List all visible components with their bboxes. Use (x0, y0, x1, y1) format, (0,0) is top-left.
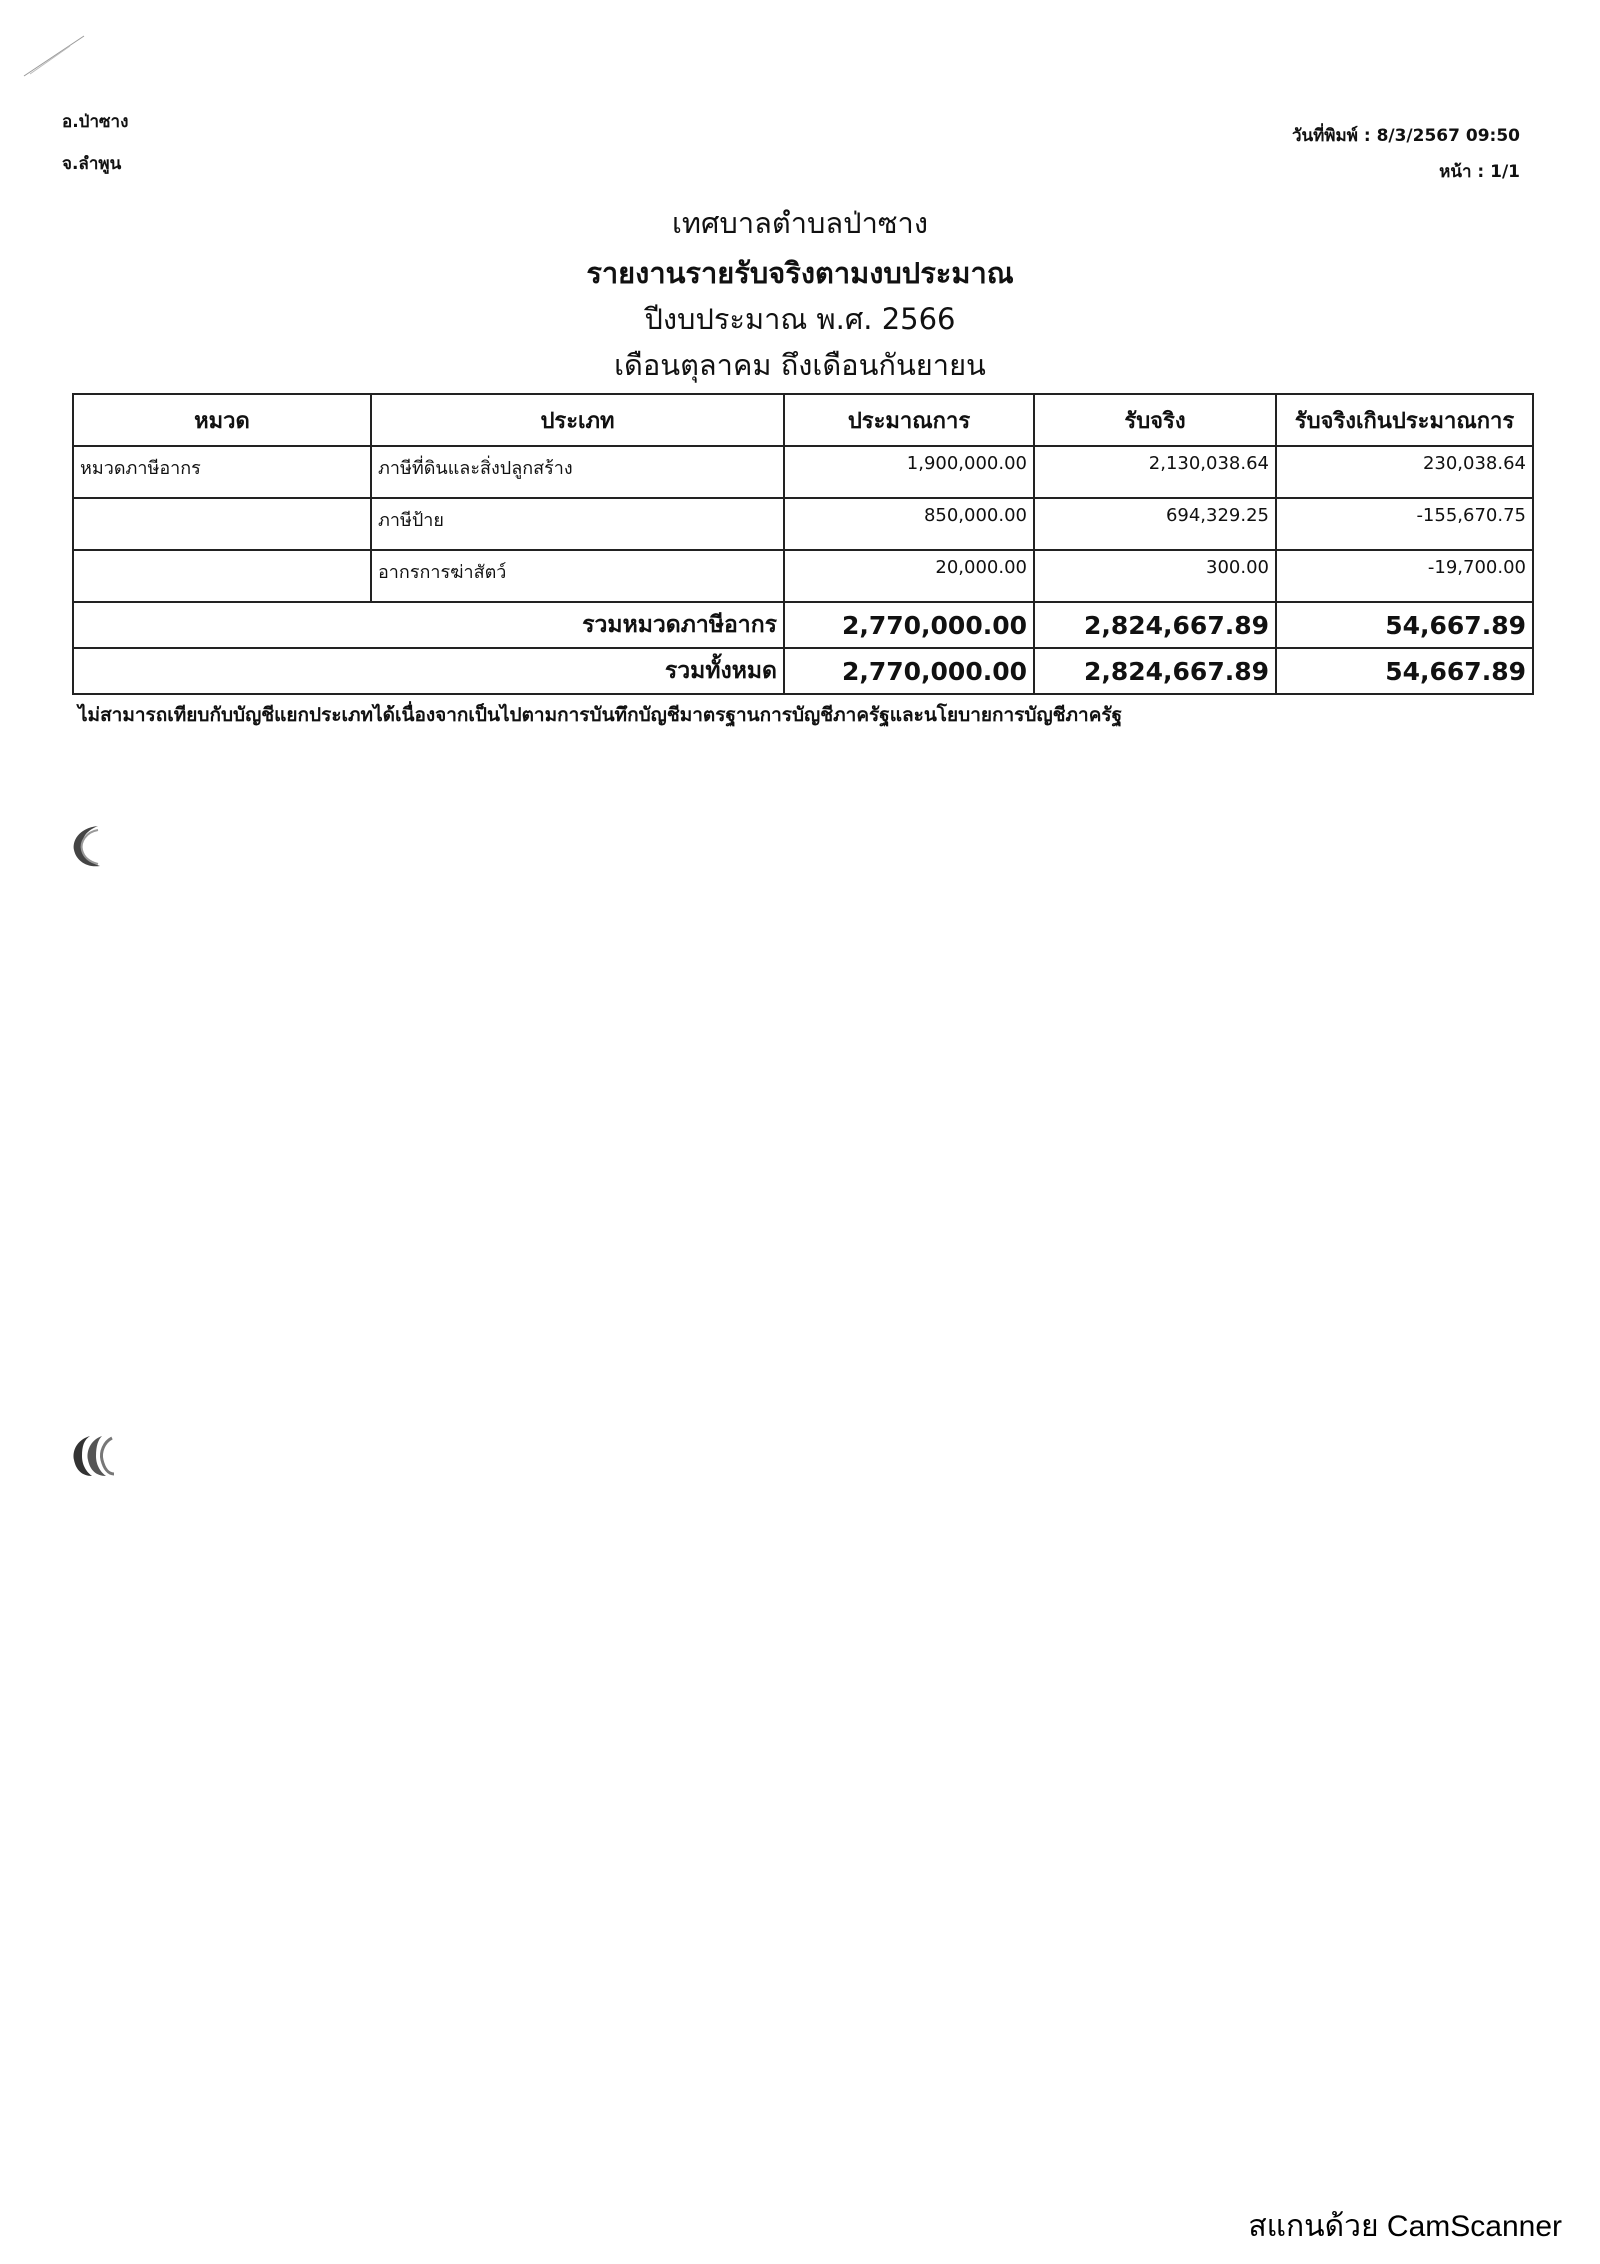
table-row (73, 498, 1533, 550)
fiscal-year: ปีงบประมาณ พ.ศ. 2566 (644, 302, 956, 336)
subtotal-diff: 54,667.89 (1276, 602, 1533, 648)
total-actual: 2,824,667.89 (1034, 648, 1276, 694)
cell-diff: -19,700.00 (1276, 550, 1533, 602)
org-title: เทศบาลตำบลป่าซาง (671, 206, 928, 240)
total-diff: 54,667.89 (1276, 648, 1533, 694)
scan-streak-mark (20, 30, 90, 80)
grand-total-row (73, 648, 1533, 694)
col-header-actual: รับจริง (1034, 394, 1276, 446)
camscanner-watermark: สแกนด้วย CamScanner (1248, 2210, 1562, 2243)
cell-estimate: 1,900,000.00 (784, 446, 1034, 498)
cell-actual: 2,130,038.64 (1034, 446, 1276, 498)
revenue-table (72, 393, 1534, 695)
subtotal-estimate: 2,770,000.00 (784, 602, 1034, 648)
subtotal-label: รวมหมวดภาษีอากร (73, 602, 784, 648)
col-header-category: หมวด (73, 394, 371, 446)
col-header-diff: รับจริงเกินประมาณการ (1276, 394, 1533, 446)
district-label: อ.ป่าซาง (62, 112, 129, 132)
report-period: เดือนตุลาคม ถึงเดือนกันยายน (614, 348, 986, 382)
cell-category: หมวดภาษีอากร (73, 446, 371, 498)
table-row (73, 550, 1533, 602)
print-date: วันที่พิมพ์ : 8/3/2567 09:50 (1291, 126, 1520, 146)
table-header-row (73, 394, 1533, 446)
cell-diff: -155,670.75 (1276, 498, 1533, 550)
cell-estimate: 850,000.00 (784, 498, 1034, 550)
col-header-estimate: ประมาณการ (784, 394, 1034, 446)
cell-type: อากรการฆ่าสัตว์ (371, 550, 784, 602)
cell-actual: 694,329.25 (1034, 498, 1276, 550)
punch-hole-mark (68, 1432, 120, 1480)
cell-category (73, 550, 371, 602)
cell-estimate: 20,000.00 (784, 550, 1034, 602)
report-title: รายงานรายรับจริงตามงบประมาณ (586, 256, 1014, 290)
cell-diff: 230,038.64 (1276, 446, 1533, 498)
total-estimate: 2,770,000.00 (784, 648, 1034, 694)
province-label: จ.ลำพูน (62, 154, 122, 174)
total-label: รวมทั้งหมด (73, 648, 784, 694)
subtotal-actual: 2,824,667.89 (1034, 602, 1276, 648)
cell-type: ภาษีที่ดินและสิ่งปลูกสร้าง (371, 446, 784, 498)
cell-category (73, 498, 371, 550)
col-header-type: ประเภท (371, 394, 784, 446)
punch-hole-mark (68, 822, 108, 870)
cell-type: ภาษีป้าย (371, 498, 784, 550)
footnote: ไม่สามารถเทียบกับบัญชีแยกประเภทได้เนื่องจากเป็นไปตามการบันทึกบัญชีมาตรฐานการบัญชีภาครัฐและนโยบายการบัญชีภาครัฐ (78, 704, 1123, 726)
table-row (73, 446, 1533, 498)
subtotal-row (73, 602, 1533, 648)
cell-actual: 300.00 (1034, 550, 1276, 602)
page-number: หน้า : 1/1 (1439, 162, 1520, 182)
